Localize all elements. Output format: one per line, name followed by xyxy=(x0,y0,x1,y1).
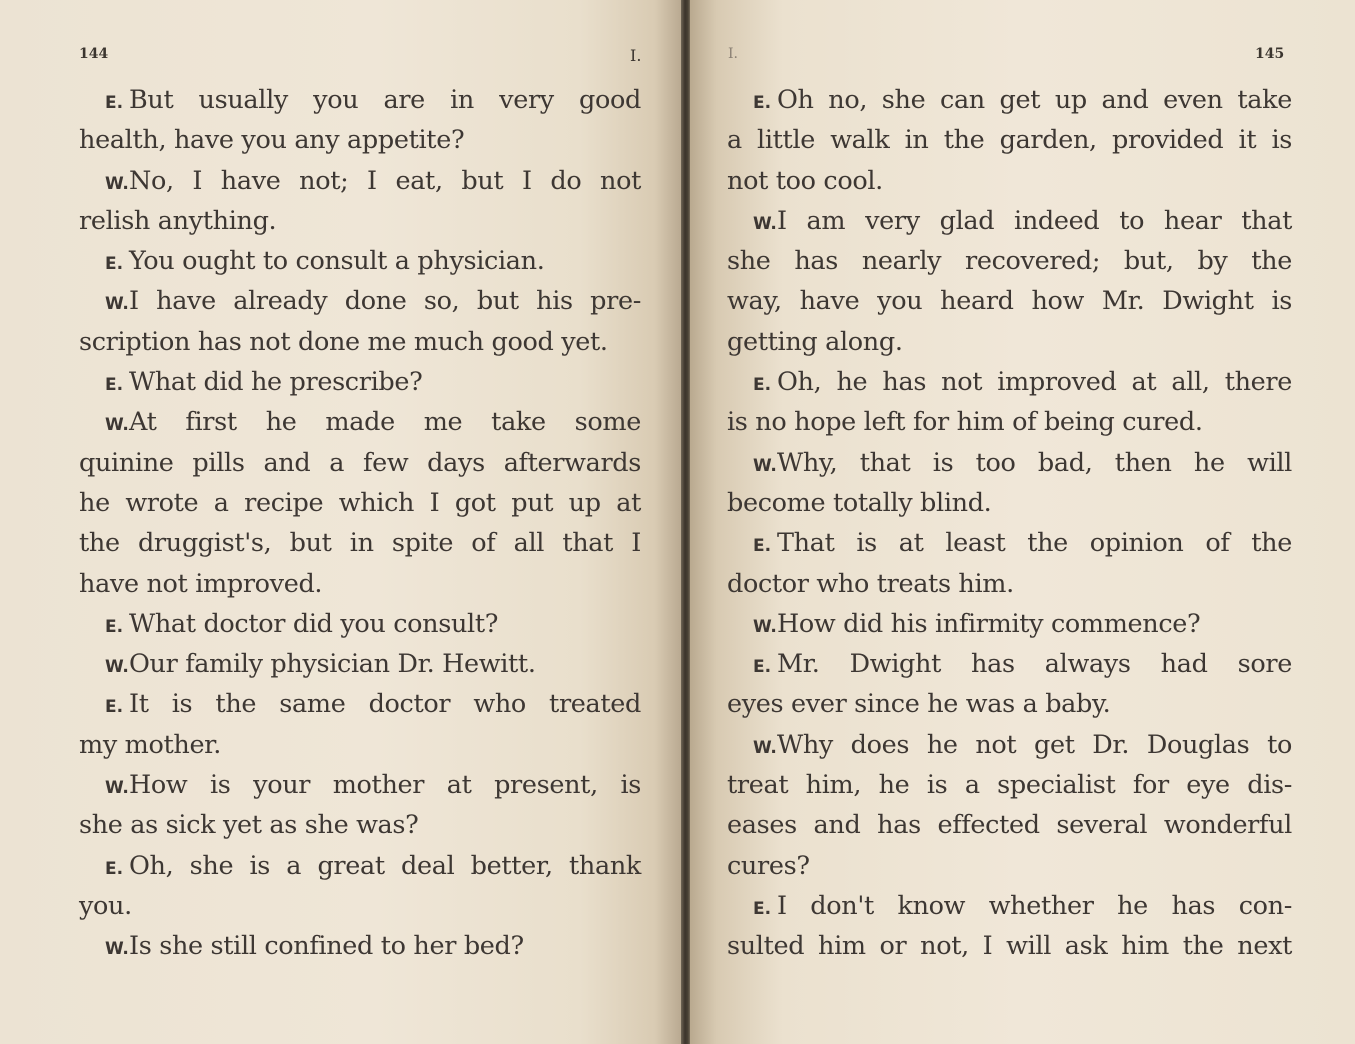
line-text: I have already done so, but his pre- xyxy=(129,286,641,317)
page-number-left: 144 xyxy=(79,46,109,62)
line-text: Our family physician Dr. Hewitt. xyxy=(129,649,536,680)
text-line xyxy=(79,120,641,160)
text-line xyxy=(727,564,1292,604)
line-text: a little walk in the garden, provided it is xyxy=(727,125,1292,156)
line-text: my mother. xyxy=(79,729,221,760)
text-line xyxy=(727,402,1292,442)
line-text: But usually you are in very good xyxy=(129,85,641,115)
text-line xyxy=(727,281,1292,321)
speaker-label: W. xyxy=(753,213,777,234)
line-text: Why, that is too bad, then he will xyxy=(777,447,1292,478)
text-line xyxy=(79,886,641,926)
speaker-label: E. xyxy=(753,536,772,557)
text-line xyxy=(727,644,1292,684)
text-line xyxy=(79,402,641,442)
speaker-label: W. xyxy=(105,294,129,315)
text-line xyxy=(727,846,1292,886)
right-page-text xyxy=(727,80,1292,967)
text-line xyxy=(79,604,641,644)
text-line xyxy=(79,564,641,604)
line-text: have not improved. xyxy=(79,568,323,599)
line-text: eyes ever since he was a baby. xyxy=(727,689,1111,720)
text-line xyxy=(79,241,641,281)
line-text: Mr. Dwight has always had sore xyxy=(777,649,1292,680)
text-line xyxy=(727,241,1292,281)
text-line xyxy=(79,725,641,765)
line-text: What did he prescribe? xyxy=(129,367,423,398)
text-line xyxy=(79,201,641,241)
line-text: How is your mother at present, is xyxy=(129,770,641,801)
text-line xyxy=(79,281,641,321)
speaker-label: E. xyxy=(753,93,772,113)
line-text: she as sick yet as she was? xyxy=(79,810,419,841)
line-text: Oh, she is a great deal better, thank xyxy=(129,850,641,881)
speaker-label: W. xyxy=(105,415,129,436)
text-line xyxy=(727,765,1292,805)
text-line xyxy=(79,765,641,805)
text-line xyxy=(79,926,641,966)
text-line xyxy=(79,523,641,563)
line-text: Why does he not get Dr. Douglas to xyxy=(777,729,1292,760)
text-line xyxy=(79,322,641,362)
speaker-label: W. xyxy=(753,737,777,758)
line-text: you. xyxy=(79,890,132,921)
text-line xyxy=(727,362,1292,402)
speaker-label: W. xyxy=(105,778,129,799)
line-text: No, I have not; I eat, but I do not xyxy=(129,165,641,196)
line-text: quinine pills and a few days afterwards xyxy=(79,447,641,478)
line-text: health, have you any appetite? xyxy=(79,125,465,156)
speaker-label: W. xyxy=(105,939,129,960)
text-line xyxy=(727,926,1292,966)
speaker-label: E. xyxy=(105,858,124,879)
line-text: I am very glad indeed to hear that xyxy=(777,205,1292,236)
text-line xyxy=(727,161,1292,201)
line-text: Oh no, she can get up and even take xyxy=(777,85,1292,115)
speaker-label: E. xyxy=(753,898,772,919)
text-line xyxy=(727,805,1292,845)
text-line xyxy=(727,201,1292,241)
line-text: the druggist's, but in spite of all that I xyxy=(79,528,641,559)
text-line xyxy=(79,443,641,483)
line-text: way, have you heard how Mr. Dwight is xyxy=(727,286,1292,317)
text-line xyxy=(727,483,1292,523)
line-text: It is the same doctor who treated xyxy=(129,689,641,720)
line-text: treat him, he is a specialist for eye dis- xyxy=(727,770,1292,801)
text-line xyxy=(79,483,641,523)
text-line xyxy=(727,725,1292,765)
text-line xyxy=(727,886,1292,926)
line-text: is no hope left for him of being cured. xyxy=(727,407,1203,438)
text-line xyxy=(727,120,1292,160)
line-text: Oh, he has not improved at all, there xyxy=(777,367,1292,398)
line-text: relish anything. xyxy=(79,205,277,236)
line-text: she has nearly recovered; but, by the xyxy=(727,246,1292,277)
corner-mark-right: I. xyxy=(728,46,738,62)
text-line xyxy=(79,846,641,886)
line-text: I don't know whether he has con- xyxy=(777,890,1292,921)
line-text: doctor who treats him. xyxy=(727,568,1014,599)
speaker-label: E. xyxy=(105,375,124,396)
speaker-label: E. xyxy=(753,657,772,678)
line-text: How did his infirmity commence? xyxy=(777,608,1201,639)
text-line xyxy=(727,604,1292,644)
line-text: scription has not done me much good yet. xyxy=(79,326,608,357)
text-line xyxy=(79,161,641,201)
text-line xyxy=(727,80,1292,120)
line-text: he wrote a recipe which I got put up at xyxy=(79,487,641,518)
speaker-label: W. xyxy=(753,455,777,476)
text-line xyxy=(727,443,1292,483)
page-number-right: 145 xyxy=(1255,46,1285,62)
speaker-label: E. xyxy=(105,254,124,275)
line-text: cures? xyxy=(727,850,810,881)
text-line xyxy=(79,644,641,684)
line-text: What doctor did you consult? xyxy=(129,608,499,639)
line-text: sulted him or not, I will ask him the next xyxy=(727,931,1292,962)
right-page xyxy=(690,0,1355,1044)
line-text: That is at least the opinion of the xyxy=(777,528,1292,559)
line-text: getting along. xyxy=(727,326,903,357)
line-text: You ought to consult a physician. xyxy=(129,246,545,277)
speaker-label: E. xyxy=(105,93,124,113)
speaker-label: E. xyxy=(105,697,124,718)
text-line xyxy=(79,805,641,845)
text-line xyxy=(727,684,1292,724)
line-text: eases and has effected several wonderful xyxy=(727,810,1292,841)
line-text: Is she still confined to her bed? xyxy=(129,931,524,962)
speaker-label: W. xyxy=(753,616,777,637)
speaker-label: W. xyxy=(105,657,129,678)
left-page-text xyxy=(79,80,641,967)
line-text: not too cool. xyxy=(727,165,883,196)
text-line xyxy=(79,80,641,120)
text-line xyxy=(727,523,1292,563)
text-line xyxy=(79,362,641,402)
line-text: become totally blind. xyxy=(727,487,992,518)
speaker-label: W. xyxy=(105,173,129,194)
text-line xyxy=(79,684,641,724)
corner-mark-left: I. xyxy=(630,46,642,65)
speaker-label: E. xyxy=(105,616,124,637)
text-line xyxy=(727,322,1292,362)
line-text: At first he made me take some xyxy=(129,407,641,438)
speaker-label: E. xyxy=(753,375,772,396)
